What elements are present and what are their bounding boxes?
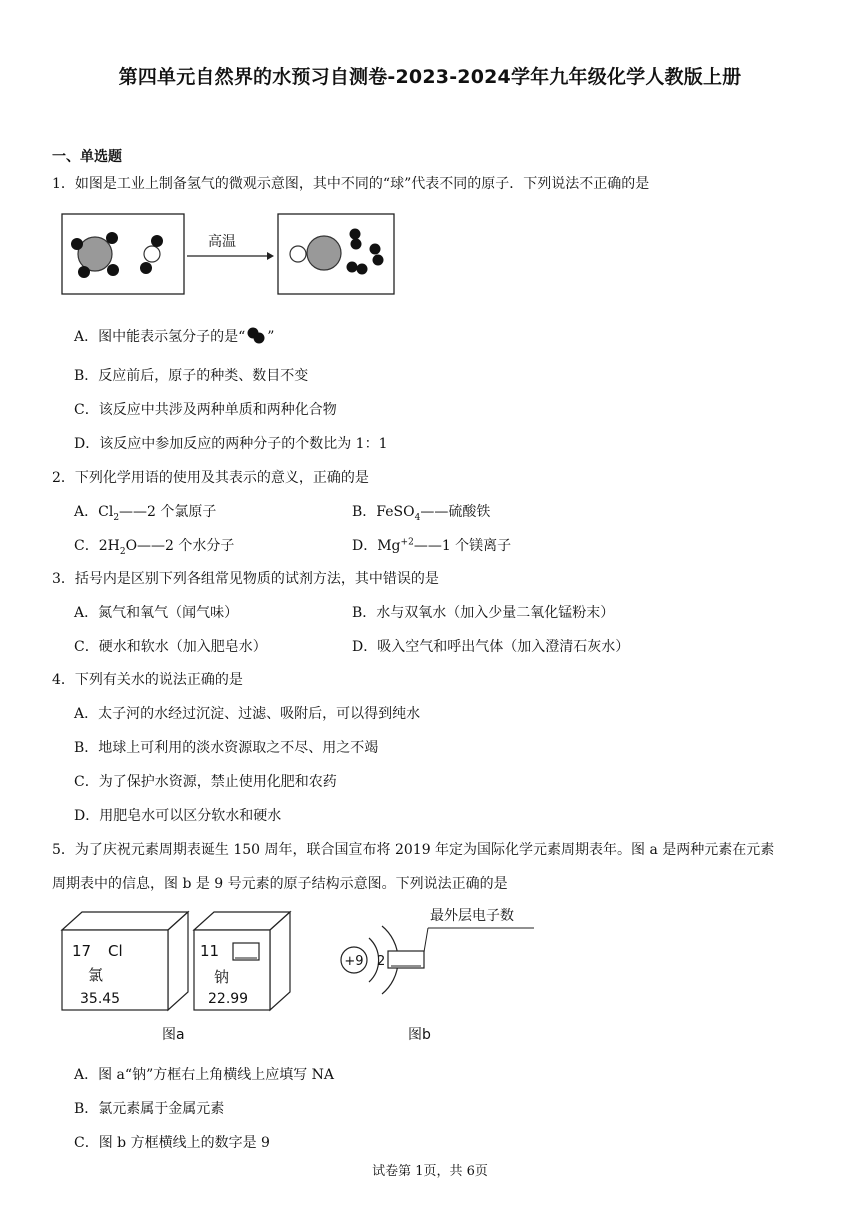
figure-b-label: 图b bbox=[408, 1027, 431, 1043]
methane-molecule bbox=[71, 232, 119, 278]
question-2-stem: 2．下列化学用语的使用及其表示的意义，正确的是 bbox=[52, 470, 369, 486]
fluorine-atom-diagram bbox=[341, 907, 534, 994]
question-2-option-b: B．FeSO$_4$——硫酸铁 bbox=[352, 504, 491, 523]
question-4-option-a: A．太子河的水经过沉淀、过滤、吸附后，可以得到纯水 bbox=[74, 706, 421, 722]
reaction-micro-diagram bbox=[60, 210, 440, 298]
question-1-option-a: A．图中能表示氢分子的是“ ” bbox=[74, 325, 274, 346]
hydrogen-molecules bbox=[347, 229, 384, 275]
question-3-stem: 3．括号内是区别下列各组常见物质的试剂方法，其中错误的是 bbox=[52, 571, 439, 587]
first-shell-electrons: 2 bbox=[377, 954, 386, 969]
question-5-option-c: C．图 b 方框横线上的数字是 9 bbox=[74, 1135, 270, 1151]
sodium-cell bbox=[194, 912, 290, 1010]
question-2-option-c: C．$2H_2O——2$ 个水分子 bbox=[74, 538, 235, 557]
element-figure bbox=[58, 900, 538, 1048]
figure-a-label: 图a bbox=[162, 1027, 185, 1043]
question-5-option-b: B．氯元素属于金属元素 bbox=[74, 1101, 225, 1117]
question-3-option-b: B．水与双氧水（加入少量二氧化锰粉末） bbox=[352, 605, 615, 621]
sodium-name: 钠 bbox=[214, 968, 230, 986]
chlorine-symbol: Cl bbox=[108, 942, 123, 960]
page-footer: 试卷第 1页，共 6页 bbox=[372, 1164, 488, 1179]
question-2-option-a: A．$Cl_2——2$ 个氯原子 bbox=[74, 504, 217, 523]
question-1-option-d: D．该反应中参加反应的两种分子的个数比为 1：1 bbox=[74, 436, 388, 452]
question-1-stem: 1．如图是工业上制备氢气的微观示意图，其中不同的“球”代表不同的原子．下列说法不正确的是 bbox=[52, 176, 650, 192]
question-5-option-a: A．图 a“钠”方框右上角横线上应填写 NA bbox=[74, 1067, 335, 1083]
sodium-number: 11 bbox=[200, 942, 220, 960]
question-5-stem-line1: 5．为了庆祝元素周期表诞生 150 周年，联合国宣布将 2019 年定为国际化学元素周期表年。图 a 是两种元素在元素 bbox=[52, 842, 775, 858]
question-1-option-b: B．反应前后，原子的种类、数目不变 bbox=[74, 368, 309, 384]
question-5-stem-line2: 周期表中的信息，图 b 是 9 号元素的原子结构示意图。下列说法正确的是 bbox=[52, 876, 508, 892]
hydrogen-molecule-icon bbox=[245, 325, 267, 345]
question-4-stem: 4．下列有关水的说法正确的是 bbox=[52, 672, 243, 688]
question-1-option-c: C．该反应中共涉及两种单质和两种化合物 bbox=[74, 402, 337, 418]
question-2-option-d: D．$Mg^{+2}——1$ 个镁离子 bbox=[352, 537, 512, 554]
question-4-option-d: D．用肥皂水可以区分软水和硬水 bbox=[74, 808, 282, 824]
chlorine-mass: 35.45 bbox=[80, 991, 121, 1007]
question-4-option-b: B．地球上可利用的淡水资源取之不尽、用之不竭 bbox=[74, 740, 379, 756]
page-title: 第四单元自然界的水预习自测卷-2023-2024学年九年级化学人教版上册 bbox=[118, 66, 742, 88]
arrow-label: 高温 bbox=[208, 234, 236, 250]
question-3-option-d: D．吸入空气和呼出气体（加入澄清石灰水） bbox=[352, 639, 630, 655]
chlorine-number: 17 bbox=[72, 942, 92, 960]
nucleus-charge: +9 bbox=[344, 954, 364, 969]
chlorine-cell bbox=[62, 912, 188, 1010]
chlorine-name: 氯 bbox=[88, 966, 104, 984]
co-molecule bbox=[290, 236, 341, 270]
outer-shell-blank bbox=[388, 951, 424, 968]
section-heading: 一、单选题 bbox=[52, 149, 122, 165]
sodium-mass: 22.99 bbox=[208, 991, 249, 1007]
sodium-symbol-blank bbox=[233, 943, 259, 960]
question-4-option-c: C．为了保护水资源，禁止使用化肥和农药 bbox=[74, 774, 337, 790]
question-3-option-a: A．氮气和氧气（闻气味） bbox=[74, 605, 239, 621]
outer-electron-callout: 最外层电子数 bbox=[430, 908, 514, 924]
water-molecule bbox=[140, 235, 163, 274]
question-3-option-c: C．硬水和软水（加入肥皂水） bbox=[74, 639, 267, 655]
